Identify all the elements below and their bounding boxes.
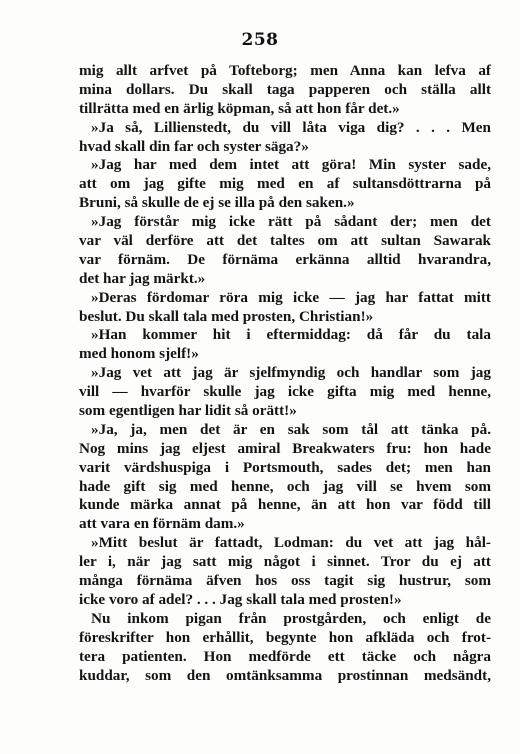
text-line: tera patienten. Hon medförde ett täcke och några bbox=[79, 647, 491, 665]
text-line: det har jag märkt.» bbox=[79, 269, 206, 287]
text-line: »Mitt beslut är fattadt, Lodman: du vet att jag hål- bbox=[91, 534, 491, 552]
text-line: »Jag har med dem intet att göra! Min syster sade, bbox=[91, 156, 491, 174]
text-line: »Han kommer hit i eftermiddag: då får du tala bbox=[91, 326, 491, 344]
text-line: mig allt arfvet på Tofteborg; men Anna kan lefva af bbox=[79, 62, 491, 79]
text-line: »Jag vet att jag är sjelfmyndig och handlar som jag bbox=[91, 364, 491, 382]
text-line: med honom sjelf!» bbox=[79, 345, 199, 363]
text-line: ler i, när jag satt mig något i sinnet. Tror du ej att bbox=[79, 553, 491, 571]
text-line: tillrätta med en ärlig köpman, så att hon får det.» bbox=[79, 99, 400, 117]
text-line: »Ja så, Lillienstedt, du vill låta viga dig? . . . Men bbox=[91, 118, 491, 136]
text-line: var förnäm. De förnäma erkänna alltid hvarandra, bbox=[79, 250, 491, 268]
text-line: att vara en förnäm dam.» bbox=[79, 515, 245, 533]
text-line: hvad skall din far och syster säga?» bbox=[79, 137, 309, 155]
text-line: var väl derföre att det taltes om att sultan Sawarak bbox=[79, 232, 491, 250]
text-line: som egentligen har lidit så orätt!» bbox=[79, 402, 297, 420]
text-line: varit värdshuspiga i Portsmouth, sades det; men han bbox=[79, 458, 491, 476]
text-line: att om jag gifte mig med en af sultansdöttrarna på bbox=[79, 175, 491, 193]
text-line: många förnäma äfven hos oss tagit sig hustrur, som bbox=[79, 572, 491, 590]
text-line: Nu inkom pigan från prostgården, och enligt de bbox=[91, 609, 491, 627]
text-line: beslut. Du skall tala med prosten, Christian!» bbox=[79, 307, 374, 325]
text-line: kunde märka annat på henne, än att hon var född till bbox=[79, 496, 491, 514]
text-line: kuddar, som den omtänksamma prostinnan medsändt, bbox=[79, 666, 491, 684]
text-line: Bruni, så skulle de ej se illa på den saken.» bbox=[79, 194, 355, 212]
text-line: vill — hvarför skulle jag icke gifta mig med henne, bbox=[79, 383, 491, 401]
text-line: föreskrifter hon erhållit, begynte hon afkläda och frot- bbox=[79, 628, 491, 646]
text-line: mina dollars. Du skall taga papperen och ställa allt bbox=[79, 80, 491, 98]
body-text bbox=[79, 62, 491, 685]
text-line: Nog mins jag eljest amiral Breakwaters fru: hon hade bbox=[79, 439, 491, 457]
page-number: 258 bbox=[241, 30, 279, 50]
text-line: »Jag förstår mig icke rätt på sådant der; men det bbox=[91, 213, 491, 231]
text-line: icke voro af adel? . . . Jag skall tala med prosten!» bbox=[79, 590, 402, 608]
text-line: hade gift sig med henne, och jag vill se hvem som bbox=[79, 477, 491, 495]
text-line: »Ja, ja, men det är en sak som tål att tänka på. bbox=[91, 420, 491, 438]
text-line: »Deras fördomar röra mig icke — jag har fattat mitt bbox=[91, 288, 491, 306]
